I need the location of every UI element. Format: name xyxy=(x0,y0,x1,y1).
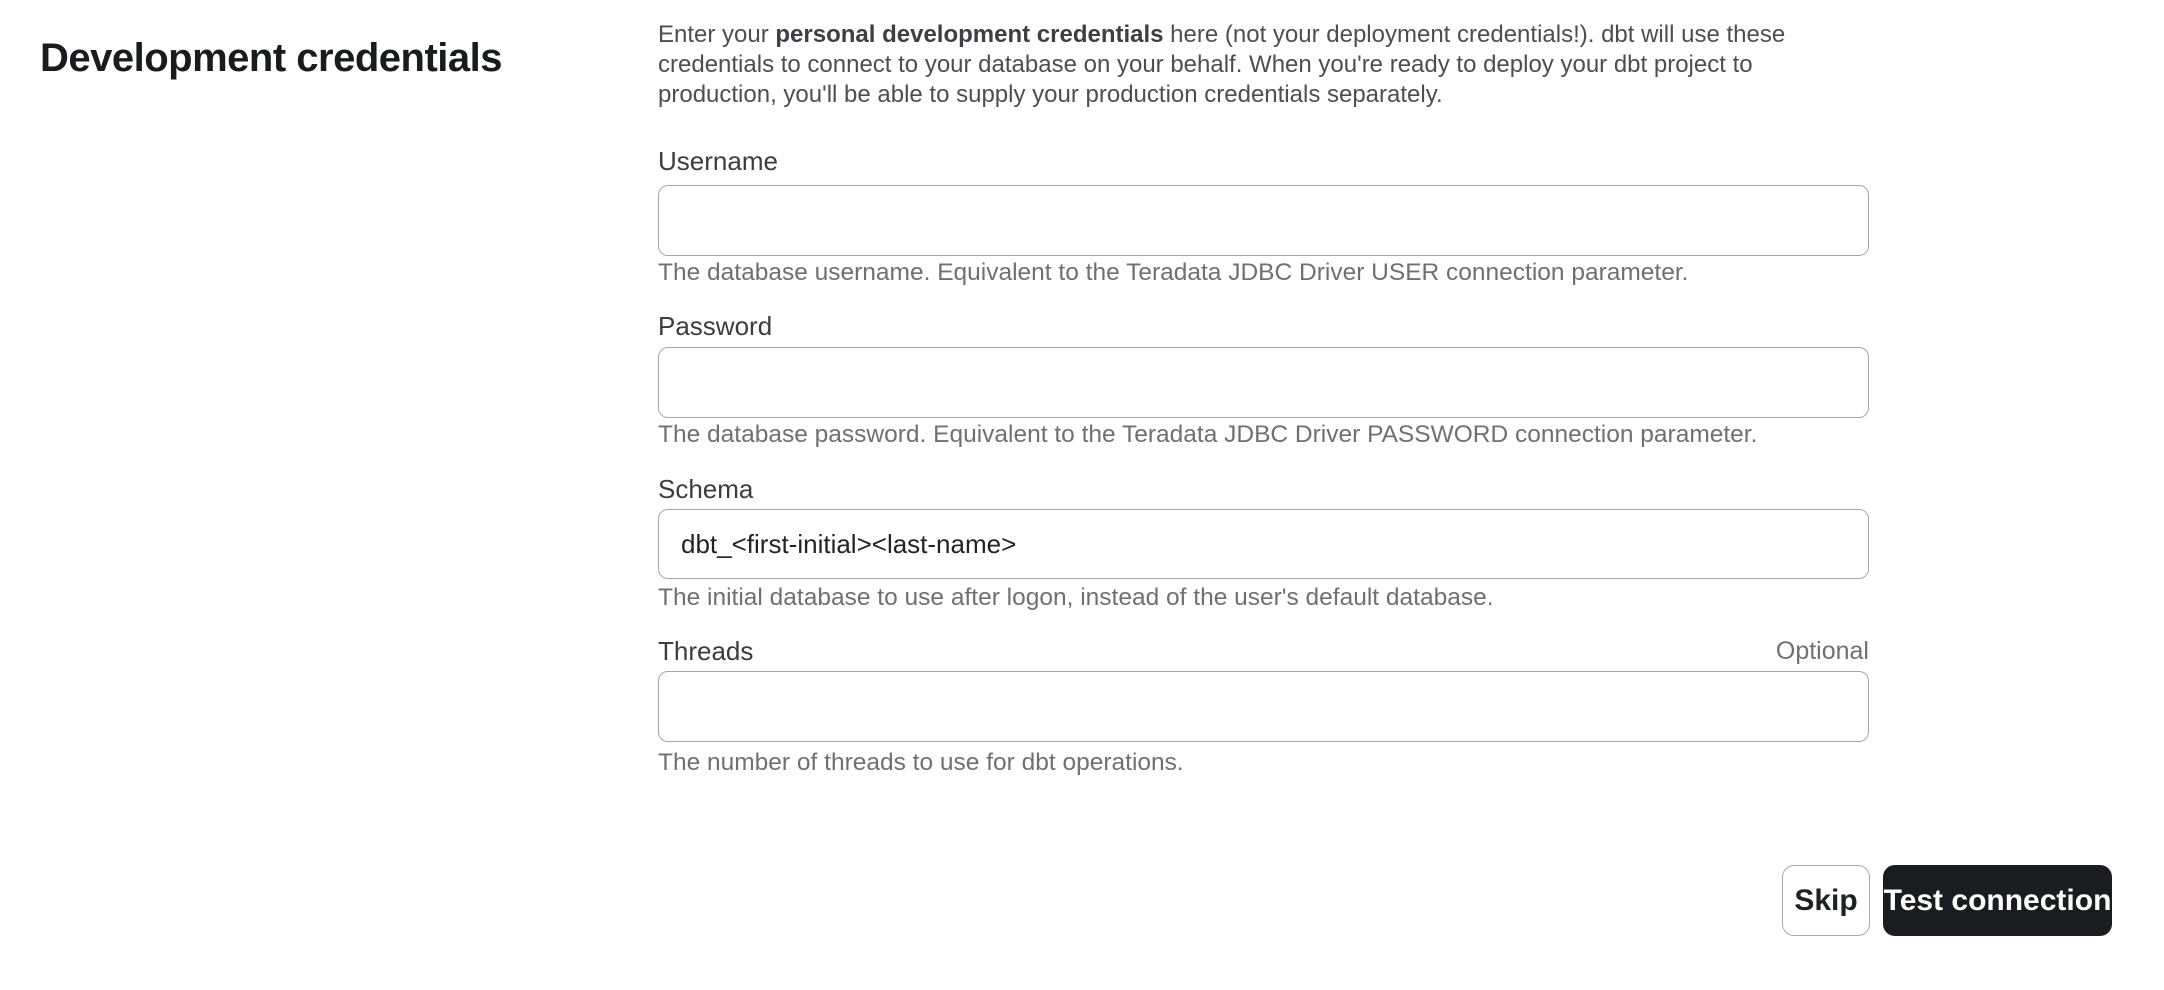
schema-label: Schema xyxy=(658,474,754,504)
username-label: Username xyxy=(658,146,778,176)
intro-bold-phrase: personal development credentials xyxy=(775,21,1164,48)
password-input[interactable] xyxy=(658,347,1869,418)
password-label: Password xyxy=(658,311,773,341)
threads-optional-badge: Optional xyxy=(1775,637,1869,665)
schema-input[interactable] xyxy=(658,509,1869,579)
password-help-text: The database password. Equivalent to the Teradata JDBC Driver PASSWORD connection parameter. xyxy=(658,421,1758,448)
username-help-text: The database username. Equivalent to the Teradata JDBC Driver USER connection parameter. xyxy=(658,259,1689,286)
intro-paragraph xyxy=(658,20,1870,110)
schema-help-text: The initial database to use after logon, instead of the user's default database. xyxy=(658,584,1494,611)
username-input[interactable] xyxy=(658,185,1869,256)
threads-input[interactable] xyxy=(658,671,1869,742)
intro-post: here (not your deployment credentials!). dbt will use these credentials to connect to your database on your behalf. When you're ready to deploy your dbt project to production, you'll be able to supply your production credentials separately. xyxy=(658,21,1786,108)
page-title: Development credentials xyxy=(40,36,502,80)
threads-label: Threads xyxy=(658,636,754,666)
threads-help-text: The number of threads to use for dbt operations. xyxy=(658,749,1184,776)
skip-button[interactable]: Skip xyxy=(1782,865,1870,936)
intro-pre: Enter your xyxy=(658,21,776,48)
test-connection-button[interactable]: Test connection xyxy=(1883,865,2112,936)
